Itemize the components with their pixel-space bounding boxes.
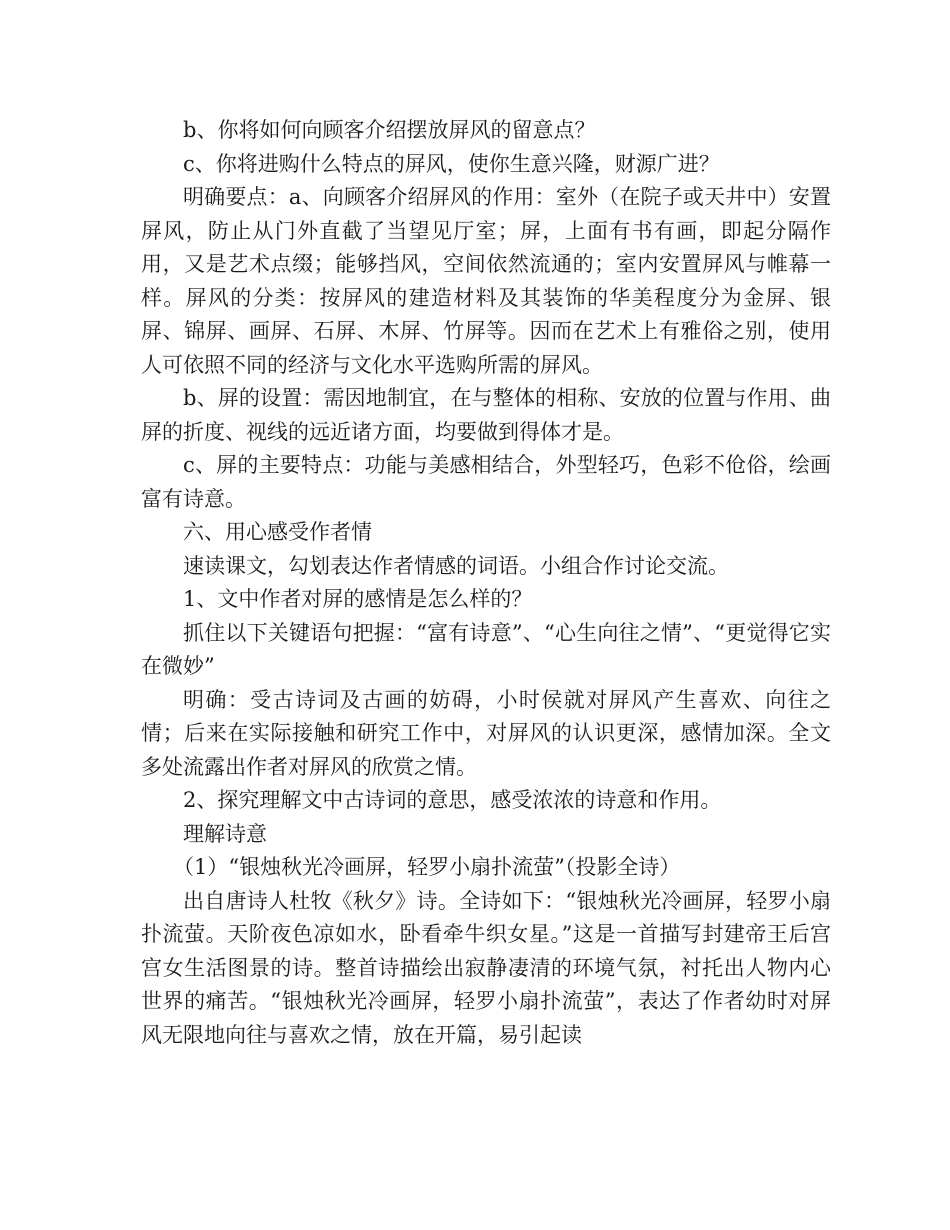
paragraph-poem-explanation: 出自唐诗人杜牧《秋夕》诗。全诗如下：“银烛秋光冷画屏，轻罗小扇扑流萤。天阶夜色凉如水，卧看牵牛织女星。”这是一首描写封建帝王后宫宫女生活图景的诗。整首诗描绘出寂静凄清的环境气氛，衬托出人物内心世界的痛苦。“银烛秋光冷画屏，轻罗小扇扑流萤”，表达了作者幼时对屏风无限地向往与喜欢之情，放在开篇，易引起读 (141, 888, 831, 1047)
paragraph-key-sentences: 抓住以下关键语句把握：“富有诗意”、“心生向往之情”、“更觉得它实在微妙” (141, 620, 831, 678)
document-body (141, 114, 831, 1052)
paragraph-answer: 明确：受古诗词及古画的妨碍，小时侯就对屏风产生喜欢、向往之情；后来在实际接触和研究工作中，对屏风的认识更深，感情加深。全文多处流露出作者对屏风的欣赏之情。 (141, 687, 831, 779)
paragraph-key-points-c: c、屏的主要特点：功能与美感相结合，外型轻巧，色彩不伧俗，绘画富有诗意。 (141, 453, 831, 511)
paragraph-key-points-b: b、屏的设置：需因地制宜，在与整体的相称、安放的位置与作用、曲屏的折度、视线的远近诸方面，均要做到得体才是。 (141, 386, 831, 444)
paragraph-poem-line-1: （1）“银烛秋光冷画屏，轻罗小扇扑流萤”（投影全诗） (173, 855, 681, 879)
section-heading-six: 六、用心感受作者情 (183, 520, 372, 544)
paragraph-question-2: 2、探究理解文中古诗词的意思，感受浓浓的诗意和作用。 (183, 788, 722, 812)
paragraph-c-question: c、你将进购什么特点的屏风，使你生意兴隆，财源广进？ (183, 151, 720, 176)
paragraph-key-points-a: 明确要点：a、向顾客介绍屏风的作用：室外（在院子或天井中）安置屏风，防止从门外直截了当望见厅室；屏，上面有书有画，即起分隔作用，又是艺术点缀；能够挡风，空间依然流通的；室内安置屏风与帷幕一样。屏风的分类：按屏风的建造材料及其装饰的华美程度分为金屏、银屏、锦屏、画屏、石屏、木屏、竹屏等。因而在艺术上有雅俗之别，使用人可依照不同的经济与文化水平选购所需的屏风。 (141, 185, 831, 377)
subheading-understand-poem: 理解诗意 (183, 821, 267, 846)
paragraph-b-question: b、你将如何向顾客介绍摆放屏风的留意点？ (183, 118, 596, 142)
paragraph-speed-reading: 速读课文，勾划表达作者情感的词语。小组合作讨论交流。 (183, 553, 729, 578)
paragraph-question-1: 1、文中作者对屏的感情是怎么样的？ (183, 587, 533, 611)
